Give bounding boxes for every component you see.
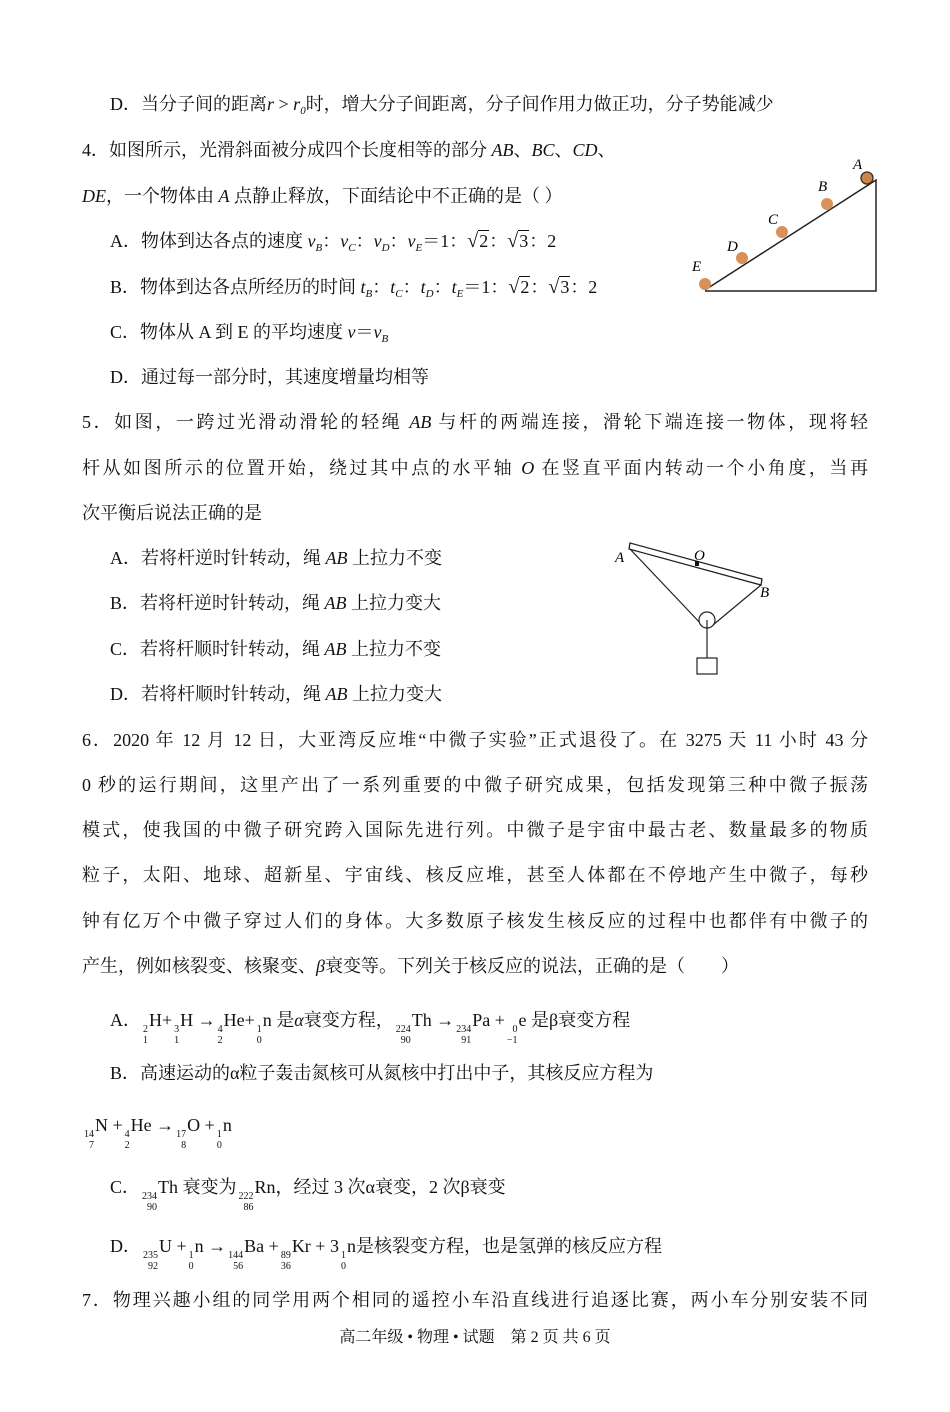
text-run: A．物体到达各点的速度: [110, 231, 308, 251]
pulley-diagram: [614, 543, 769, 674]
text-run: 5．如图，一跨过光滑动滑轮的轻绳: [82, 412, 410, 432]
text-run: ＝: [355, 322, 374, 342]
text-run: 衰变方程，: [303, 1010, 394, 1030]
math-symbol: AB: [491, 140, 514, 160]
math-variable: $r_0$: [293, 94, 306, 117]
text-run: 衰变等。下列关于核反应的说法，正确的是（ ）: [324, 956, 739, 976]
mass-number: 14: [84, 1129, 94, 1140]
math-symbol: AB: [324, 593, 347, 613]
atomic-number: 2: [124, 1140, 130, 1151]
atomic-number: 90: [147, 1202, 158, 1213]
label-e: E: [692, 259, 702, 275]
text-run: 6．2020 年 12 月 12 日，大亚湾反应堆“中微子实验”正式退役了。在 3275 天 11 小时 43 分: [82, 730, 868, 750]
label-c: C: [768, 212, 779, 228]
atomic-number: −1: [506, 1035, 518, 1046]
radicand: 2: [520, 277, 530, 297]
mass-number: 3: [174, 1024, 180, 1035]
label-d: D: [727, 239, 738, 255]
mass-number: 4: [124, 1129, 130, 1140]
text-run: ：: [355, 231, 374, 251]
subscript: E: [415, 242, 423, 254]
text-run: 产生，例如核裂变、核聚变、: [82, 956, 316, 976]
mass-number: 1: [256, 1024, 262, 1035]
text-run: H+: [149, 1010, 173, 1030]
text-run: ，一个物体由: [106, 186, 219, 206]
text-run: ＝1：: [463, 277, 509, 297]
text-run: 时，增大分子间距离，分子间作用力做正功，分子势能减少: [305, 94, 774, 114]
math-variable: $v_D$: [373, 231, 390, 254]
text-run: 、: [554, 140, 573, 160]
atomic-number: 91: [461, 1035, 472, 1046]
ball-e: [699, 278, 711, 290]
text-run: n 是: [262, 1010, 295, 1030]
math-symbol: AB: [325, 548, 348, 568]
text-run: O +: [187, 1115, 215, 1135]
math-variable: $v_B$: [307, 231, 323, 254]
text-run: ：: [322, 231, 341, 251]
text-run: 上拉力不变: [347, 548, 442, 568]
mass-number: 89: [280, 1250, 291, 1261]
text-run: Ba +: [244, 1236, 279, 1256]
mass-number: 0: [512, 1024, 518, 1035]
label-b: B: [760, 585, 770, 601]
text-run: 4．如图所示，光滑斜面被分成四个长度相等的部分: [82, 140, 492, 160]
text-run: D．通过每一部分时，其速度增量均相等: [110, 367, 429, 387]
math-symbol: O: [521, 458, 535, 478]
text-run: 、: [513, 140, 532, 160]
subscript: C: [395, 288, 403, 300]
text-run: N +: [95, 1115, 123, 1135]
text-run: U +: [159, 1236, 187, 1256]
radical-sign: √: [467, 230, 479, 252]
subscript: D: [425, 288, 434, 300]
text-run: Th 衰变为: [158, 1177, 237, 1197]
mass-number: 235: [143, 1250, 158, 1261]
radical-sign: √: [508, 276, 520, 298]
mass-number: 1: [188, 1250, 194, 1261]
radicand: 2: [479, 231, 489, 251]
math-symbol: BC: [531, 140, 555, 160]
text-run: Th →: [411, 1010, 455, 1030]
atomic-number: 0: [188, 1261, 194, 1272]
text-run: 上拉力不变: [346, 639, 442, 659]
text-run: B．高速运动的α粒子轰击氮核可从氮核中打出中子，其核反应方程为: [110, 1063, 654, 1083]
text-run: ：: [372, 277, 391, 297]
incline-diagram: [691, 157, 876, 291]
text-run: n是核裂变方程，也是氢弹的核反应方程: [346, 1236, 662, 1256]
math-symbol: AB: [324, 639, 347, 659]
text-run: n →: [194, 1236, 227, 1256]
text-run: 在竖直平面内转动一个小角度，当再: [534, 458, 868, 478]
math-symbol: α: [294, 1010, 304, 1030]
radicand: 3: [519, 231, 529, 251]
text-run: B．若将杆逆时针转动，绳: [110, 593, 325, 613]
text-run: ：: [402, 277, 421, 297]
math-symbol: AB: [409, 412, 432, 432]
text-run: D．若将杆顺时针转动，绳: [110, 684, 326, 704]
text-run: 模式，使我国的中微子研究跨入国际先进行列。中微子是宇宙中最古老、数量最多的物质: [82, 820, 868, 840]
subscript: 0: [300, 105, 306, 117]
ball-b: [821, 198, 833, 210]
ball-a: [861, 172, 873, 184]
text-run: C．: [110, 1177, 141, 1197]
text-run: Pa +: [472, 1010, 505, 1030]
text-run: He →: [130, 1115, 175, 1135]
atomic-number: 0: [340, 1261, 346, 1272]
subscript: E: [456, 288, 464, 300]
mass-number: 222: [238, 1191, 254, 1202]
text-run: >: [274, 94, 294, 114]
text-run: 7．物理兴趣小组的同学用两个相同的遥控小车沿直线进行追逐比赛，两小车分别安装不同: [82, 1290, 868, 1310]
atomic-number: 36: [280, 1261, 291, 1272]
weight-block: [697, 658, 717, 674]
subscript: B: [381, 333, 389, 345]
label-a: A: [615, 550, 625, 566]
atomic-number: 56: [233, 1261, 244, 1272]
subscript: C: [348, 242, 356, 254]
text-run: 次平衡后说法正确的是: [82, 503, 262, 523]
math-symbol: A: [218, 186, 230, 206]
text-run: 、: [597, 140, 616, 160]
text-run: 粒子，太阳、地球、超新星、宇宙线、核反应堆，甚至人体都在不停地产生中微子，每秒: [82, 865, 868, 885]
atomic-number: 86: [243, 1202, 254, 1213]
text-run: ：: [433, 277, 452, 297]
text-run: 上拉力变大: [347, 684, 442, 704]
math-symbol: β: [316, 956, 325, 976]
text-run: B．物体到达各点所经历的时间: [110, 277, 361, 297]
subscript: D: [381, 242, 390, 254]
text-run: 0 秒的运行期间，这里产出了一系列重要的中微子研究成果，包括发现第三种中微子振荡: [82, 775, 868, 795]
subscript: B: [365, 288, 373, 300]
text-run: Rn，经过 3 次α衰变，2 次β衰变: [254, 1177, 506, 1197]
rope-b: [713, 585, 761, 625]
text-run: D．当分子间的距离: [110, 94, 267, 114]
atomic-number: 90: [400, 1035, 411, 1046]
math-variable: $t_D$: [420, 277, 434, 300]
atomic-number: 1: [174, 1035, 180, 1046]
atomic-number: 7: [89, 1140, 94, 1151]
text-run: 钟有亿万个中微子穿过人们的身体。大多数原子核发生核反应的过程中也都伴有中微子的: [82, 911, 868, 931]
text-run: A．: [110, 1010, 141, 1030]
math-symbol: CD: [572, 140, 598, 160]
label-o: O: [694, 548, 705, 564]
mass-number: 1: [216, 1129, 222, 1140]
text-run: A．若将杆逆时针转动，绳: [110, 548, 326, 568]
math-variable: $t_B$: [360, 277, 373, 300]
label-b: B: [818, 179, 828, 195]
atomic-number: 0: [256, 1035, 262, 1046]
text-run: ＝1：: [422, 231, 468, 251]
text-run: ：: [389, 231, 408, 251]
mass-number: 234: [142, 1191, 158, 1202]
text-run: ：: [530, 277, 549, 297]
text-run: e 是β衰变方程: [518, 1010, 631, 1030]
text-run: C．物体从 A 到 E 的平均速度: [110, 322, 348, 342]
mass-number: 224: [395, 1024, 411, 1035]
text-run: 与杆的两端连接，滑轮下端连接一物体，现将轻: [431, 412, 868, 432]
text-run: He+: [223, 1010, 255, 1030]
text-run: ：2: [529, 231, 557, 251]
math-variable: $t_E$: [451, 277, 464, 300]
subscript: B: [315, 242, 323, 254]
mass-number: 4: [217, 1024, 223, 1035]
mass-number: 1: [340, 1250, 346, 1261]
text-run: C．若将杆顺时针转动，绳: [110, 639, 325, 659]
mass-number: 17: [176, 1129, 187, 1140]
mass-number: 234: [456, 1024, 472, 1035]
text-run: 杆从如图所示的位置开始，绕过其中点的水平轴: [82, 458, 522, 478]
math-variable: $v_B$: [373, 322, 389, 345]
text-run: 点静止释放，下面结论中不正确的是（ ）: [229, 186, 563, 206]
atomic-number: 2: [217, 1035, 223, 1046]
atomic-number: 0: [216, 1140, 222, 1151]
text-run: ：: [489, 231, 508, 251]
atomic-number: 92: [148, 1261, 158, 1272]
radical-sign: √: [548, 276, 560, 298]
text-run: n: [222, 1115, 232, 1135]
math-variable: $t_C$: [390, 277, 403, 300]
atomic-number: 1: [143, 1035, 148, 1046]
math-symbol: v: [347, 322, 356, 342]
incline-triangle: [705, 180, 876, 291]
mass-number: 144: [228, 1250, 244, 1261]
text-run: ：2: [570, 277, 598, 297]
math-symbol: r: [267, 94, 275, 114]
math-variable: $v_E$: [407, 231, 423, 254]
text-run: D．: [110, 1236, 141, 1256]
label-a: A: [853, 157, 863, 173]
math-symbol: DE: [82, 186, 106, 206]
text-run: H →: [180, 1010, 216, 1030]
atomic-number: 8: [181, 1140, 187, 1151]
text-run: 上拉力变大: [346, 593, 442, 613]
page-footer: 高二年级 • 物理 • 试题 第 2 页 共 6 页: [339, 1329, 611, 1346]
math-symbol: AB: [325, 684, 348, 704]
text-run: Kr + 3: [291, 1236, 339, 1256]
mass-number: 2: [143, 1024, 148, 1035]
radicand: 3: [560, 277, 570, 297]
math-variable: $v_C$: [340, 231, 356, 254]
radical-sign: √: [507, 230, 519, 252]
